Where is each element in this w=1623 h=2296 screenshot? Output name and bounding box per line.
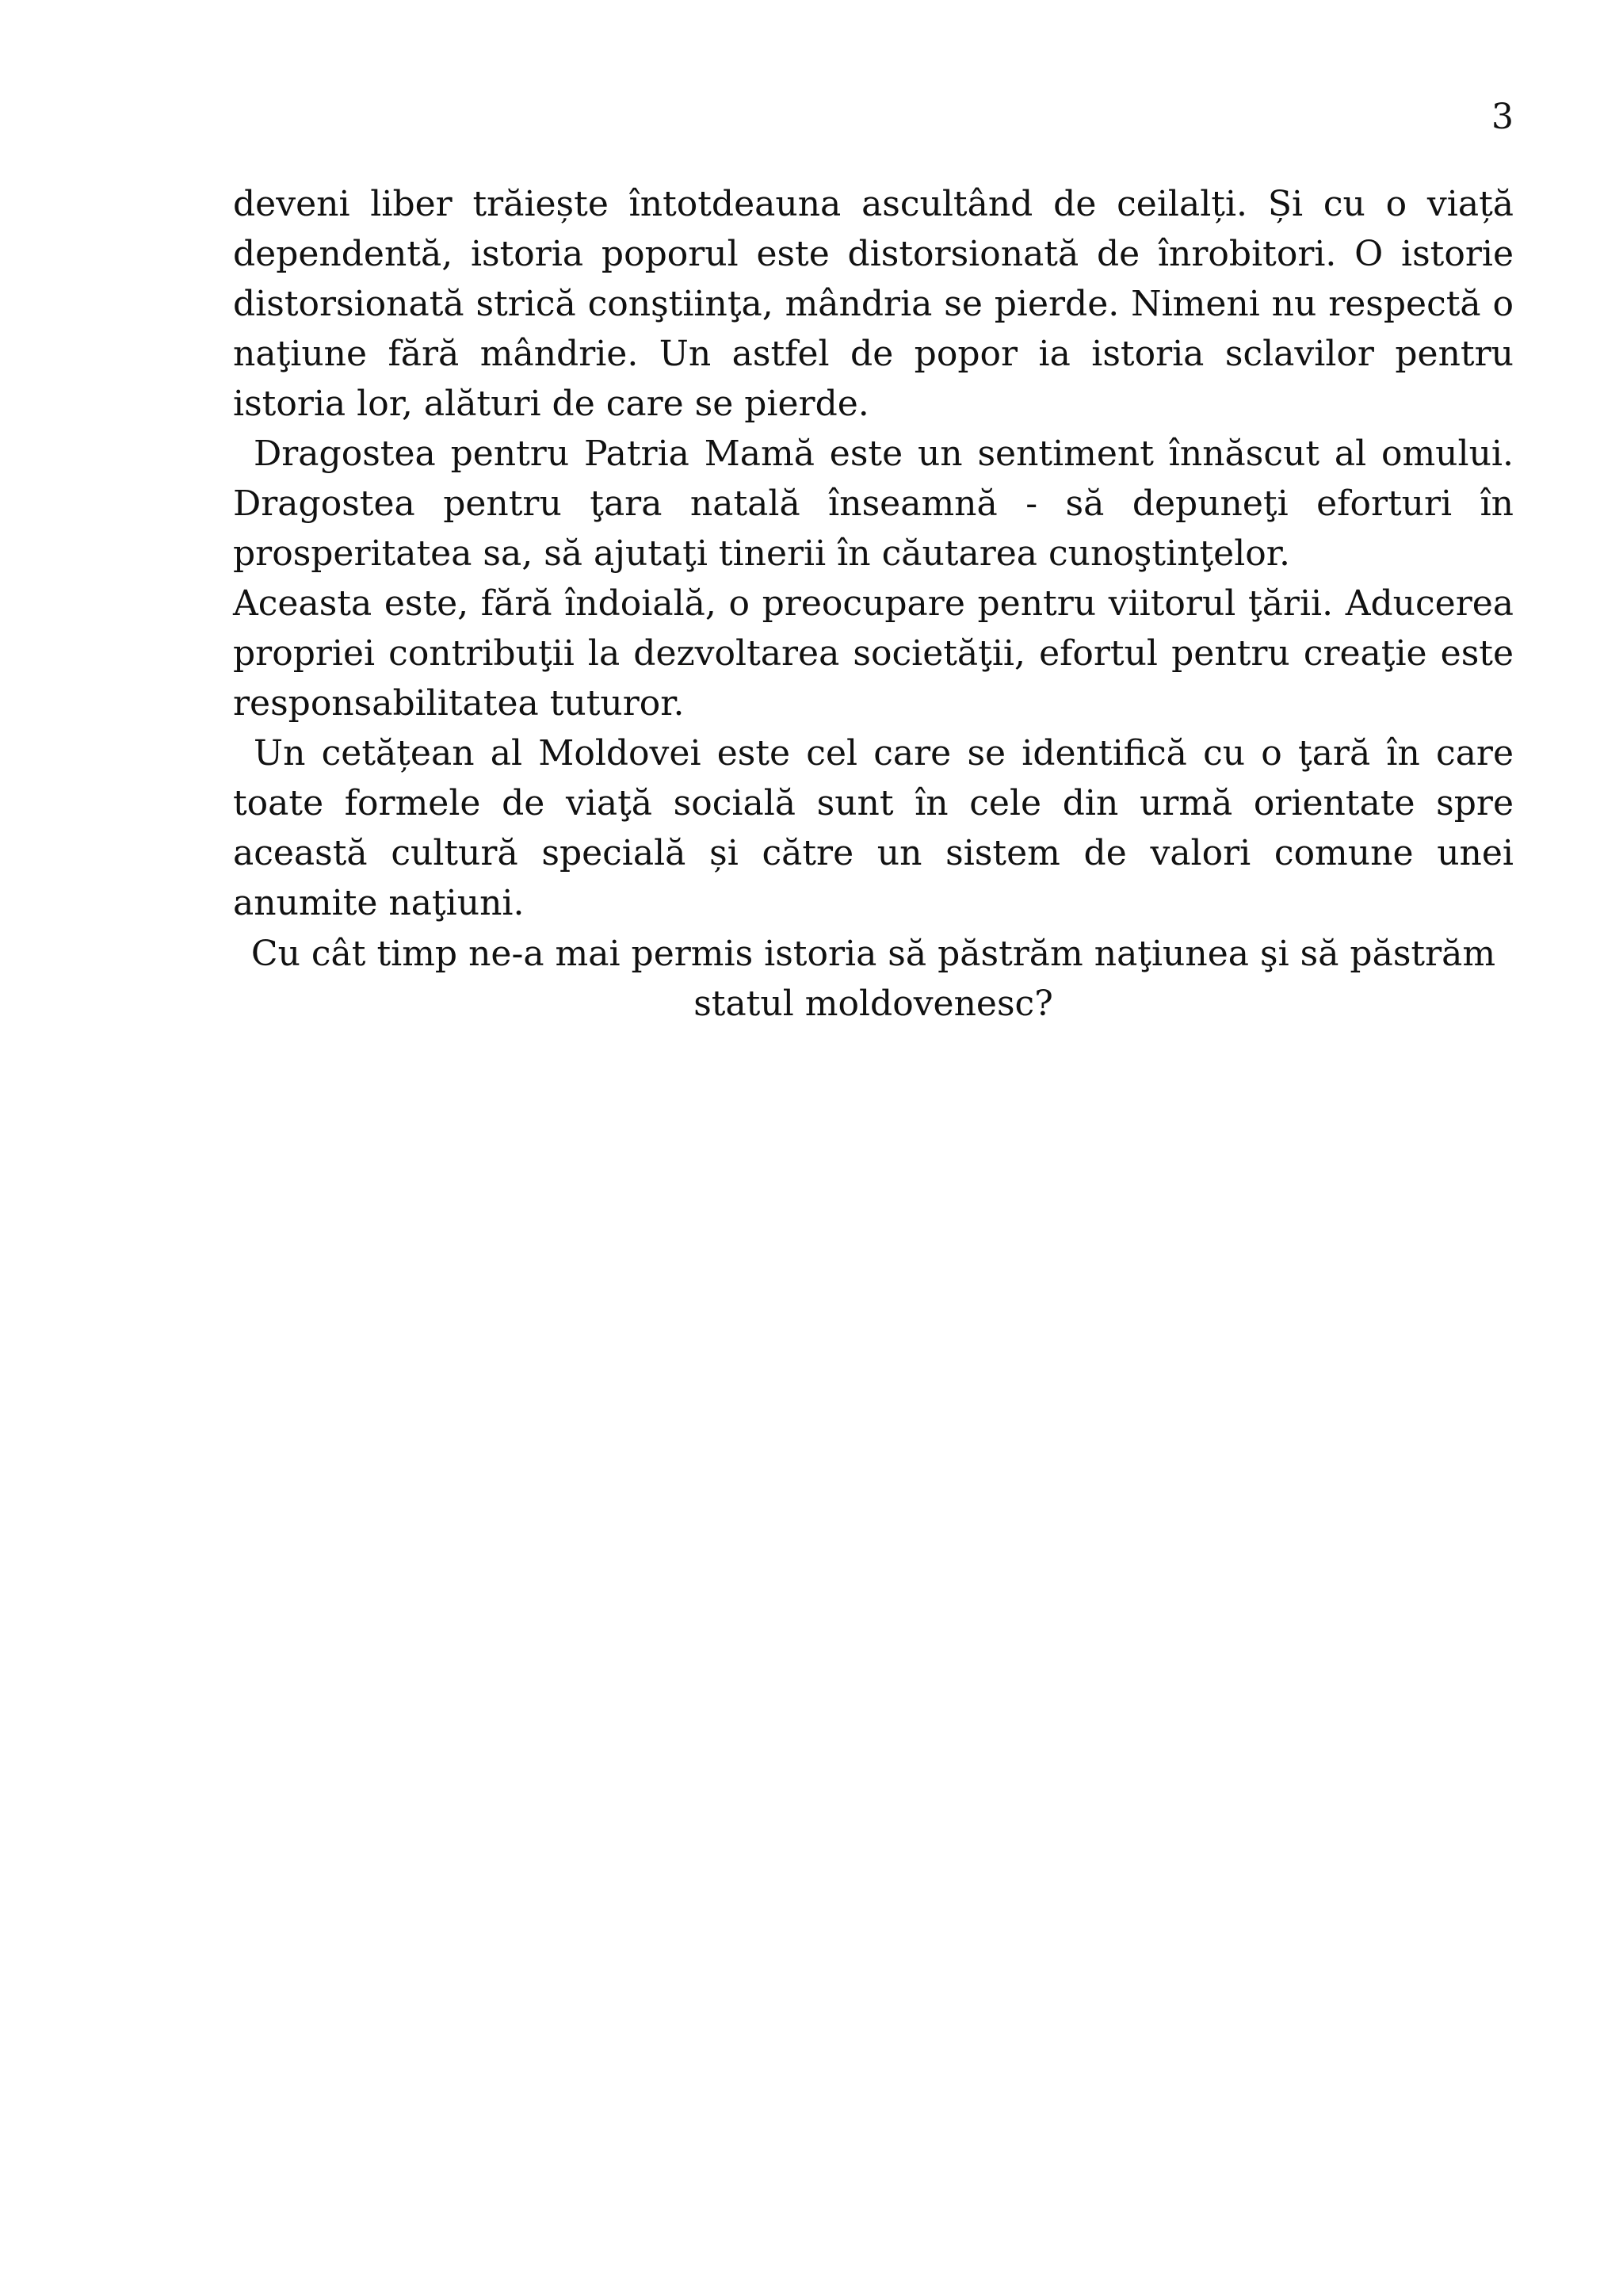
page-number: 3 bbox=[1491, 97, 1514, 137]
closing-question: Cu cât timp ne-a mai permis istoria să păstrăm naţiunea şi să păstrăm statul moldovenesc? bbox=[250, 934, 1496, 1024]
body-text bbox=[233, 179, 1514, 928]
paragraph-citizen-definition: Un cetățean al Moldovei este cel care se identifică cu o ţară în care toate formele de viaţă socială sunt în cele din urmă orientate spre această cultură specială și către un sistem de valori comune unei anumite naţiuni. bbox=[233, 733, 1514, 923]
paragraph-future-concern: Aceasta este, fără îndoială, o preocupare pentru viitorul ţării. Aducerea propriei contribuţii la dezvoltarea societăţii, efortul pentru creaţie este responsabilitatea tuturor. bbox=[233, 583, 1514, 724]
paragraph-love-of-homeland: Dragostea pentru Patria Mamă este un sentiment înnăscut al omului. Dragostea pentru ţara natală înseamnă - să depuneţi eforturi în prosperitatea sa, să ajutaţi tinerii în căutarea cunoştinţelor. bbox=[233, 434, 1514, 574]
paragraph-continuation: deveni liber trăiește întotdeauna ascultând de ceilalți. Și cu o viață dependentă, istoria poporul este distorsionată de înrobitori. O istorie distorsionată strică conştiinţa, mândria se pierde. Nimeni nu respectă o naţiune fără mândrie. Un astfel de popor ia istoria sclavilor pentru istoria lor, alături de care se pierde. bbox=[233, 184, 1514, 424]
